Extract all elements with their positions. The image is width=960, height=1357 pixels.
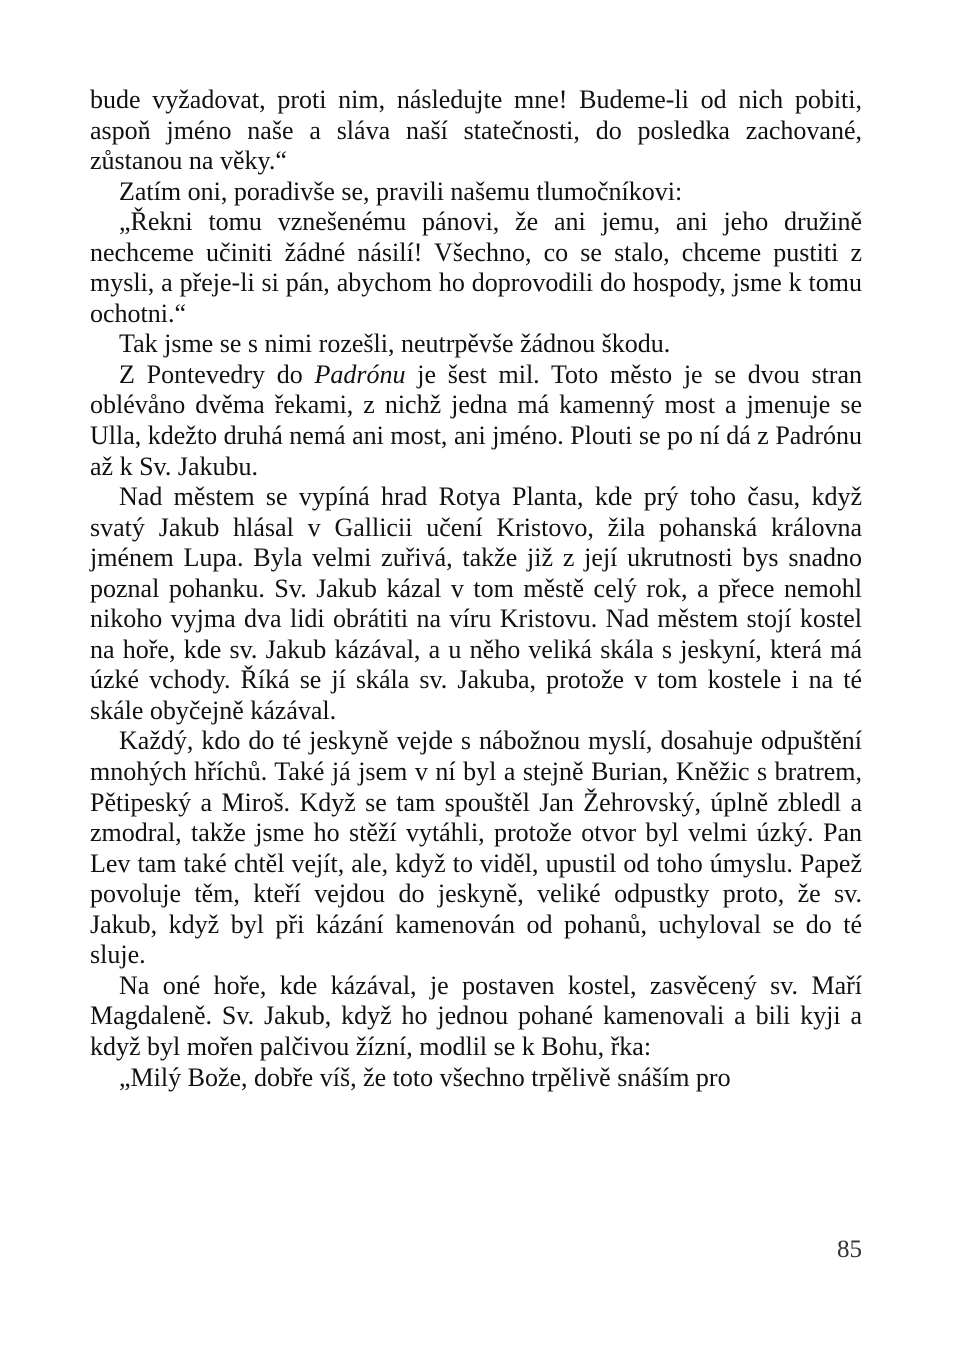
paragraph-9: „Milý Bože, dobře víš, že toto všechno trpělivě snáším pro (119, 1062, 731, 1092)
paragraph-7: Každý, kdo do té jeskyně vejde s nábožnou myslí, dosahuje odpuštění mnohých hříchů. Také já jsem v ní byl a stejně Burian, Kněžic s bratrem, Pětipeský a Miroš. Když se tam spouštěl Jan Žehrovský, úplně zbledl a zmodral, takže jsme ho stěží vytáhli, protože otvor byl velmi úzký. Pan Lev tam také chtěl vejít, ale, když to viděl, upustil od toho úmyslu. Papež povoluje těm, kteří vejdou do jeskyně, veliké odpustky proto, že sv. Jakub, když byl při kázání kamenován od pohanů, uchyloval se do té sluje. (90, 726, 862, 970)
paragraph-6: Nad městem se vypíná hrad Rotya Planta, kde prý toho času, když svatý Jakub hlásal v Gallicii učení Kristovo, žila pohanská královna jménem Lupa. Byla velmi zuřivá, takže již z její ukrutnosti bys snadno poznal pohanku. Sv. Jakub kázal v tom městě celý rok, a přece nemohl nikoho vyjma dva lidi obrátiti na víru Kristovu. Nad městem stojí kostel na hoře, kde sv. Jakub kázával, a u něho veliká skála s jeskyní, která má úzké vchody. Říká se jí skála sv. Jakuba, protože v tom kostele i na té skále obyčejně kázával. (90, 482, 862, 725)
paragraph-2: Zatím oni, poradivše se, pravili našemu tlumočníkovi: (119, 176, 683, 206)
place-name-italic: Padrónu (314, 359, 406, 389)
paragraph-5: Z Pontevedry do Padrónu je šest mil. Toto město je se dvou stran oblévåno dvěma řekami, z nichž jedna má kamenný most a jmenuje se Ulla, kdežto druhá nemá ani most, ani jméno. Plouti se po ní dá z Padrónu až k Sv. Jakubu. (90, 359, 862, 481)
body-text (90, 85, 862, 1093)
paragraph-1: bude vyžadovat, proti nim, následujte mne! Budeme-li od nich pobiti, aspoň jméno naše a sláva naší statečnosti, do posledka zachované, zůstanou na věky.“ (90, 85, 862, 176)
paragraph-8: Na oné hoře, kde kázával, je postaven kostel, zasvěcený sv. Maří Magdaleně. Sv. Jakub, když ho jednou pohané kamenovali a bili kyji a když byl mořen palčivou žízní, modlil se k Bohu, řka: (90, 970, 862, 1061)
paragraph-4: Tak jsme se s nimi rozešli, neutrpěvše žádnou škodu. (119, 329, 671, 359)
page-number: 85 (837, 1236, 862, 1263)
paragraph-3: „Řekni tomu vznešenému pánovi, že ani jemu, ani jeho družině nechceme učiniti žádné násilí! Všechno, co se stalo, chceme pustiti z mysli, a přeje-li si pán, abychom ho doprovodili do hospody, jsme k tomu ochotni.“ (90, 207, 862, 328)
